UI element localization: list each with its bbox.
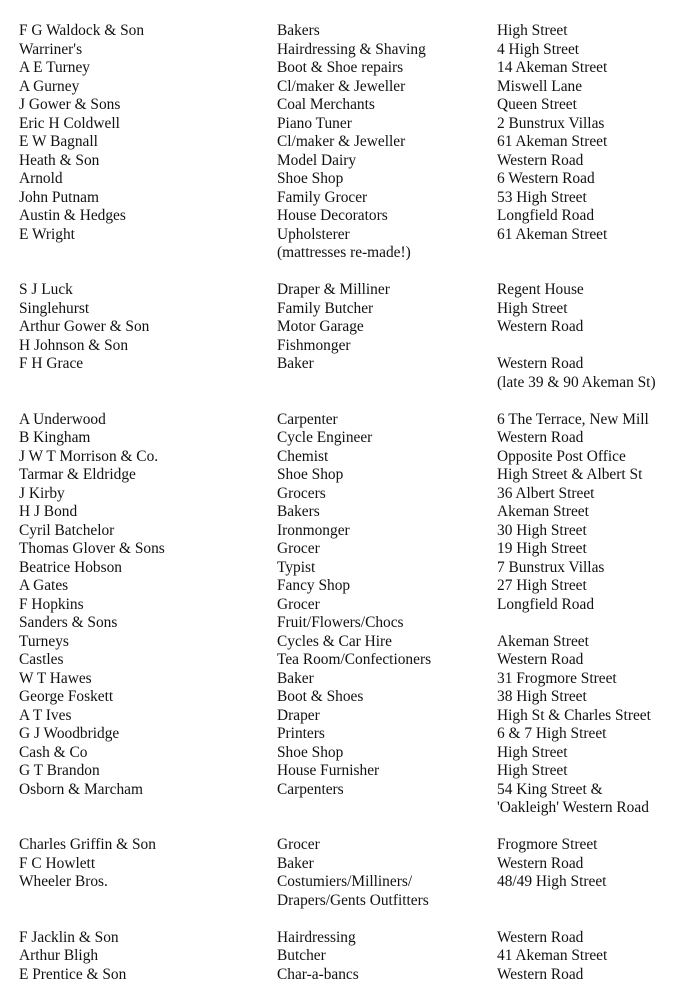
name-line [19, 392, 269, 411]
trade-line: Tea Room/Confectioners [277, 651, 487, 670]
trade-line: Hairdressing & Shaving [277, 41, 487, 60]
names-column [19, 22, 269, 984]
address-line: 6 & 7 High Street [497, 725, 700, 744]
trade-line: Chemist [277, 448, 487, 467]
trade-line: Cycles & Car Hire [277, 633, 487, 652]
address-line: 2 Bunstrux Villas [497, 115, 700, 134]
name-line: Charles Griffin & Son [19, 836, 269, 855]
name-line: F G Waldock & Son [19, 22, 269, 41]
name-line: Eric H Coldwell [19, 115, 269, 134]
trade-line: Printers [277, 725, 487, 744]
trade-line [277, 392, 487, 411]
name-line: B Kingham [19, 429, 269, 448]
trade-line: Grocer [277, 540, 487, 559]
trade-line: Carpenters [277, 781, 487, 800]
trade-line: Fancy Shop [277, 577, 487, 596]
trade-line: Carpenter [277, 411, 487, 430]
address-line [497, 337, 700, 356]
address-line: 4 High Street [497, 41, 700, 60]
name-line: Thomas Glover & Sons [19, 540, 269, 559]
trade-line: Shoe Shop [277, 170, 487, 189]
trade-line: (mattresses re-made!) [277, 244, 487, 263]
name-line: H Johnson & Son [19, 337, 269, 356]
address-line: 6 The Terrace, New Mill [497, 411, 700, 430]
name-line: A E Turney [19, 59, 269, 78]
name-line: Austin & Hedges [19, 207, 269, 226]
trade-line: Cl/maker & Jeweller [277, 133, 487, 152]
address-line: Queen Street [497, 96, 700, 115]
name-line: E W Bagnall [19, 133, 269, 152]
trade-line: Draper [277, 707, 487, 726]
address-line: Western Road [497, 966, 700, 984]
name-line: F C Howlett [19, 855, 269, 874]
name-line: E Prentice & Son [19, 966, 269, 984]
address-line: Western Road [497, 929, 700, 948]
trade-line: Typist [277, 559, 487, 578]
address-line: 7 Bunstrux Villas [497, 559, 700, 578]
address-line: High Street [497, 762, 700, 781]
trade-line: Cl/maker & Jeweller [277, 78, 487, 97]
trade-line: Costumiers/Milliners/ [277, 873, 487, 892]
trade-line: Boot & Shoe repairs [277, 59, 487, 78]
name-line: Turneys [19, 633, 269, 652]
address-line: Akeman Street [497, 503, 700, 522]
trade-line: Bakers [277, 22, 487, 41]
trade-line: Family Grocer [277, 189, 487, 208]
trade-line: Family Butcher [277, 300, 487, 319]
address-line: Longfield Road [497, 596, 700, 615]
name-line: A Gurney [19, 78, 269, 97]
name-line [19, 910, 269, 929]
addresses-column [497, 22, 700, 984]
address-line [497, 392, 700, 411]
name-line: J W T Morrison & Co. [19, 448, 269, 467]
trade-line [277, 374, 487, 393]
address-line: High Street & Albert St [497, 466, 700, 485]
name-line: F H Grace [19, 355, 269, 374]
trades-column [277, 22, 487, 984]
address-line: 53 High Street [497, 189, 700, 208]
name-line: S J Luck [19, 281, 269, 300]
trade-line: Shoe Shop [277, 466, 487, 485]
address-line: 61 Akeman Street [497, 133, 700, 152]
address-line: Akeman Street [497, 633, 700, 652]
name-line [19, 818, 269, 837]
name-line: Osborn & Marcham [19, 781, 269, 800]
trade-line: Butcher [277, 947, 487, 966]
trade-line: Ironmonger [277, 522, 487, 541]
address-line: High Street [497, 300, 700, 319]
trade-line [277, 263, 487, 282]
address-line [497, 892, 700, 911]
name-line: Arnold [19, 170, 269, 189]
name-line: A Gates [19, 577, 269, 596]
trade-line: Fruit/Flowers/Chocs [277, 614, 487, 633]
trade-line: Baker [277, 670, 487, 689]
address-line: 'Oakleigh' Western Road [497, 799, 700, 818]
trade-line [277, 818, 487, 837]
trade-line: Drapers/Gents Outfitters [277, 892, 487, 911]
trade-line: Piano Tuner [277, 115, 487, 134]
trade-line: Boot & Shoes [277, 688, 487, 707]
address-line: 27 High Street [497, 577, 700, 596]
address-line [497, 244, 700, 263]
trade-line: Char-a-bancs [277, 966, 487, 984]
name-line: George Foskett [19, 688, 269, 707]
trade-line: Cycle Engineer [277, 429, 487, 448]
trade-line: Grocer [277, 596, 487, 615]
name-line: Heath & Son [19, 152, 269, 171]
name-line: Warriner's [19, 41, 269, 60]
trade-line: House Furnisher [277, 762, 487, 781]
name-line: G J Woodbridge [19, 725, 269, 744]
trade-line: Grocer [277, 836, 487, 855]
address-line: Western Road [497, 855, 700, 874]
address-line: 54 King Street & [497, 781, 700, 800]
address-line: High St & Charles Street [497, 707, 700, 726]
name-line: John Putnam [19, 189, 269, 208]
name-line [19, 244, 269, 263]
address-line: 48/49 High Street [497, 873, 700, 892]
address-line: Western Road [497, 355, 700, 374]
address-line [497, 910, 700, 929]
name-line: Arthur Bligh [19, 947, 269, 966]
name-line: F Hopkins [19, 596, 269, 615]
address-line: Regent House [497, 281, 700, 300]
trade-line: Baker [277, 855, 487, 874]
name-line: F Jacklin & Son [19, 929, 269, 948]
address-line: Western Road [497, 152, 700, 171]
address-line: High Street [497, 22, 700, 41]
address-line: Miswell Lane [497, 78, 700, 97]
trade-line: Model Dairy [277, 152, 487, 171]
address-line: 41 Akeman Street [497, 947, 700, 966]
name-line: Arthur Gower & Son [19, 318, 269, 337]
trade-line: Fishmonger [277, 337, 487, 356]
name-line: Beatrice Hobson [19, 559, 269, 578]
name-line: H J Bond [19, 503, 269, 522]
address-line: Frogmore Street [497, 836, 700, 855]
address-line [497, 818, 700, 837]
address-line: Western Road [497, 429, 700, 448]
trade-line: Upholsterer [277, 226, 487, 245]
name-line [19, 263, 269, 282]
address-line [497, 614, 700, 633]
address-line: 6 Western Road [497, 170, 700, 189]
trade-line: Draper & Milliner [277, 281, 487, 300]
address-line: 19 High Street [497, 540, 700, 559]
address-line: Longfield Road [497, 207, 700, 226]
address-line: 36 Albert Street [497, 485, 700, 504]
address-line: 61 Akeman Street [497, 226, 700, 245]
name-line: E Wright [19, 226, 269, 245]
name-line: G T Brandon [19, 762, 269, 781]
address-line: 14 Akeman Street [497, 59, 700, 78]
name-line: J Kirby [19, 485, 269, 504]
name-line: Cyril Batchelor [19, 522, 269, 541]
name-line [19, 799, 269, 818]
trade-line: Bakers [277, 503, 487, 522]
name-line: J Gower & Sons [19, 96, 269, 115]
trade-line: House Decorators [277, 207, 487, 226]
name-line: Castles [19, 651, 269, 670]
address-line: Western Road [497, 651, 700, 670]
name-line: A Underwood [19, 411, 269, 430]
name-line: Tarmar & Eldridge [19, 466, 269, 485]
name-line: Singlehurst [19, 300, 269, 319]
address-line [497, 263, 700, 282]
name-line: A T Ives [19, 707, 269, 726]
name-line: Sanders & Sons [19, 614, 269, 633]
address-line: Opposite Post Office [497, 448, 700, 467]
trade-line: Baker [277, 355, 487, 374]
trade-line [277, 799, 487, 818]
trade-line: Grocers [277, 485, 487, 504]
trade-line [277, 910, 487, 929]
name-line [19, 892, 269, 911]
address-line: 38 High Street [497, 688, 700, 707]
name-line: Cash & Co [19, 744, 269, 763]
trade-line: Shoe Shop [277, 744, 487, 763]
address-line: 30 High Street [497, 522, 700, 541]
name-line: Wheeler Bros. [19, 873, 269, 892]
trade-line: Hairdressing [277, 929, 487, 948]
address-line: High Street [497, 744, 700, 763]
trade-line: Coal Merchants [277, 96, 487, 115]
name-line: W T Hawes [19, 670, 269, 689]
address-line: (late 39 & 90 Akeman St) [497, 374, 700, 393]
address-line: Western Road [497, 318, 700, 337]
trade-line: Motor Garage [277, 318, 487, 337]
address-line: 31 Frogmore Street [497, 670, 700, 689]
name-line [19, 374, 269, 393]
